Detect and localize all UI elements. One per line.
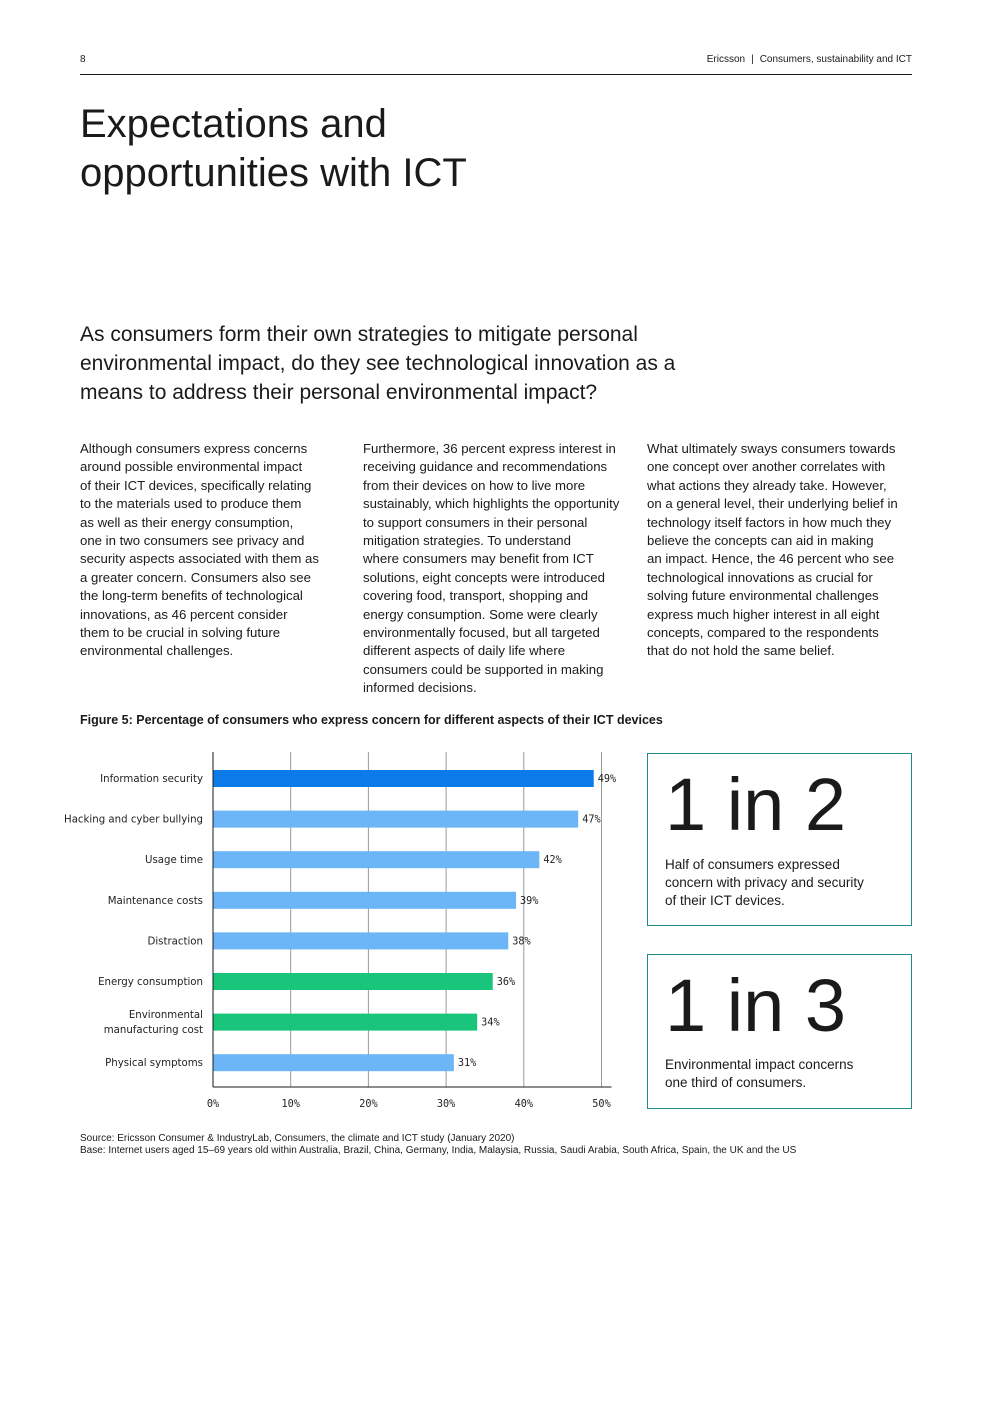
body-column-2: [363, 440, 631, 698]
body-text-line: Furthermore, 36 percent express interest in: [363, 441, 616, 456]
page-title-line: Expectations and: [80, 102, 387, 146]
lead-line: environmental impact, do they see technological innovation as a: [80, 352, 676, 375]
category-label: [98, 977, 203, 988]
bar-value-label: 31%: [457, 1058, 477, 1070]
lead-question: [80, 320, 740, 407]
category-label: [100, 774, 203, 785]
body-text-line: one concept over another correlates with: [647, 459, 886, 475]
brand-name: Ericsson: [706, 54, 746, 65]
category-label-line: Hacking and cyber bullying: [64, 814, 203, 826]
lead-line: As consumers form their own strategies to mitigate personal: [80, 323, 638, 346]
body-text-line: mitigation strategies. To understand: [363, 533, 571, 549]
body-text-line: What ultimately sways consumers towards: [647, 441, 896, 456]
stat-line: concern with privacy and security: [665, 875, 864, 890]
report-title: Consumers, sustainability and ICT: [759, 54, 912, 65]
bar-value-label: 47%: [582, 814, 601, 826]
base-line: Base: Internet users aged 15–69 years old within Australia, Brazil, China, Germany, India, Malaysia, Russia, Saudi Arabia, South Africa, Spain, the UK and the US: [80, 1145, 797, 1156]
body-text-line: solutions, eight concepts were introduced: [363, 569, 605, 585]
body-text-line: of their ICT devices, specifically relating: [80, 477, 312, 493]
category-label-line: Environmental: [128, 1010, 203, 1022]
bar-value-label: 49%: [597, 774, 617, 785]
body-text-line: that do not hold the same belief.: [647, 643, 835, 659]
bar: [213, 811, 578, 828]
body-text-line: innovations, as 46 percent consider: [80, 606, 288, 622]
stat-line: Half of consumers expressed: [665, 857, 840, 872]
category-label-line: Distraction: [147, 936, 203, 948]
body-text-line: environmental challenges.: [80, 643, 234, 659]
body-text-line: informed decisions.: [363, 680, 477, 696]
body-column-1: [80, 440, 348, 661]
category-label: [147, 936, 203, 947]
body-text-line: express much higher interest in all eight: [647, 606, 880, 622]
body-text-line: around possible environmental impact: [80, 459, 303, 475]
bar: [213, 892, 516, 909]
stat-big-number: 1 in 3: [665, 964, 847, 1047]
category-label: [64, 815, 203, 826]
category-label: [108, 896, 203, 907]
x-tick-label: 40%: [514, 1099, 534, 1110]
category-label-line: manufacturing cost: [103, 1025, 203, 1037]
category-label-line: Physical symptoms: [105, 1058, 203, 1070]
body-text-line: to the materials used to produce them: [80, 496, 302, 512]
body-text-line: sustainably, which highlights the opportunity: [363, 496, 620, 512]
body-text-line: solving future environmental challenges: [647, 588, 879, 604]
source-note: [80, 1133, 796, 1157]
category-label: [145, 855, 203, 866]
bar-chart: [0, 740, 640, 1120]
stat-description: [665, 856, 885, 910]
stat-description: [665, 1056, 885, 1092]
page-title-line: opportunities with ICT: [80, 151, 467, 195]
category-label-line: Usage time: [145, 855, 203, 867]
body-text-line: technology itself factors in how much they: [647, 514, 892, 530]
bar-value-label: 42%: [543, 855, 562, 867]
body-column-3: [647, 440, 915, 661]
body-text-line: technological innovations as crucial for: [647, 569, 873, 585]
page-number: 8: [80, 54, 86, 65]
body-text-line: receiving guidance and recommendations: [363, 459, 608, 475]
bar-value-label: 36%: [496, 977, 516, 988]
header-separator: |: [751, 54, 754, 65]
stat-line: one third of consumers.: [665, 1075, 807, 1090]
category-label-line: Energy consumption: [98, 977, 203, 988]
body-text-line: energy consumption. Some were clearly: [363, 606, 598, 622]
body-text-line: security aspects associated with them as: [80, 551, 319, 567]
page-title: [80, 100, 640, 198]
bar: [213, 851, 539, 868]
x-tick-label: 30%: [436, 1099, 456, 1110]
bar: [213, 932, 508, 949]
category-label-line: Information security: [100, 774, 203, 785]
x-tick-label: 50%: [592, 1099, 611, 1110]
body-text-line: one in two consumers see privacy and: [80, 533, 305, 549]
category-label: [105, 1058, 203, 1069]
x-tick-label: 20%: [359, 1099, 378, 1110]
stat-line: of their ICT devices.: [665, 893, 785, 908]
body-text-line: Although consumers express concerns: [80, 441, 308, 456]
running-head: [707, 54, 912, 65]
bar: [213, 770, 594, 787]
source-line: Source: Ericsson Consumer & IndustryLab, Consumers, the climate and ICT study (January 2020): [80, 1133, 515, 1144]
stat-big-number: 1 in 2: [665, 763, 847, 846]
stat-box-1-in-3: [647, 954, 912, 1109]
bar-value-label: 34%: [481, 1017, 500, 1029]
body-text-line: on a general level, their underlying belief in: [647, 496, 898, 512]
body-text-line: as well as their energy consumption,: [80, 514, 294, 530]
body-text-line: to support consumers in their personal: [363, 514, 588, 530]
page-header: [80, 52, 912, 75]
x-tick-label: 0%: [206, 1099, 220, 1110]
lead-line: means to address their personal environmental impact?: [80, 381, 598, 404]
body-text-line: where consumers may benefit from ICT: [363, 551, 594, 567]
category-label-line: Maintenance costs: [107, 895, 203, 907]
bar: [213, 1014, 477, 1031]
body-text-line: an impact. Hence, the 46 percent who see: [647, 551, 895, 567]
body-text-line: environmentally focused, but all targeted: [363, 625, 600, 641]
stat-line: Environmental impact concerns: [665, 1057, 854, 1072]
body-text-line: from their devices on how to live more: [363, 477, 586, 493]
bar-value-label: 38%: [512, 936, 531, 948]
body-text-line: believe the concepts can aid in making: [647, 533, 874, 549]
body-text-line: what actions they already take. However,: [647, 477, 887, 493]
body-text-line: the long-term benefits of technological: [80, 588, 303, 604]
bar-value-label: 39%: [520, 895, 539, 907]
body-text-line: concepts, compared to the respondents: [647, 625, 879, 641]
bar: [213, 1054, 454, 1071]
body-text-line: covering food, transport, shopping and: [363, 588, 589, 604]
category-label: [104, 1010, 203, 1036]
x-tick-label: 10%: [281, 1099, 300, 1110]
body-text-line: different aspects of daily life where: [363, 643, 566, 659]
body-text-line: them to be crucial in solving future: [80, 625, 281, 641]
figure-caption: Figure 5: Percentage of consumers who express concern for different aspects of their ICT devices: [80, 713, 663, 727]
body-text-line: a greater concern. Consumers also see: [80, 569, 311, 585]
stat-box-1-in-2: [647, 753, 912, 926]
body-text-line: consumers could be supported in making: [363, 661, 604, 677]
bar: [213, 973, 493, 990]
